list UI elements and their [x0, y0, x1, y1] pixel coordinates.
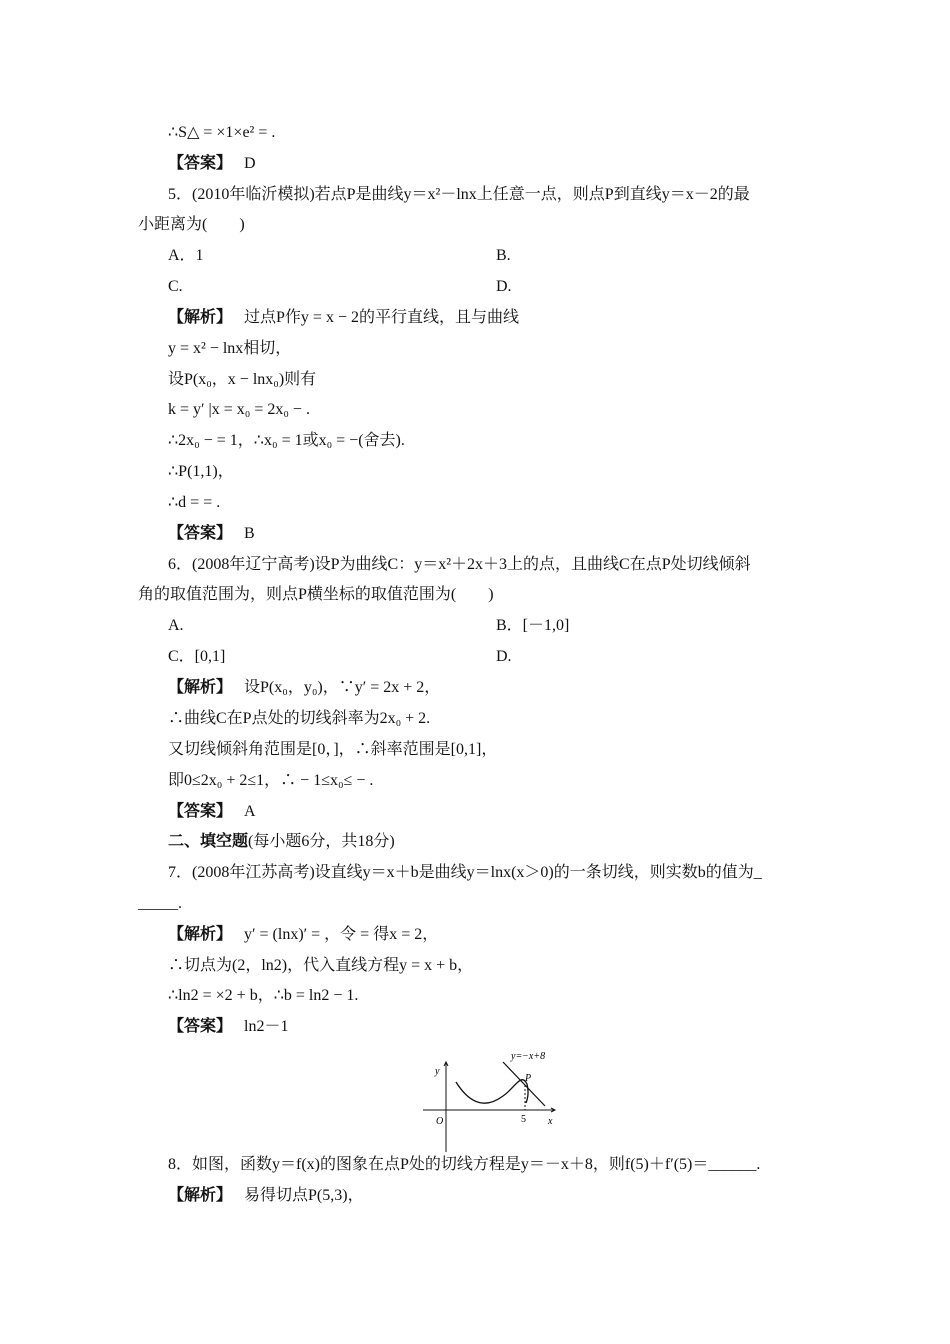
q6-option-d: D. [496, 648, 512, 665]
area-result-line: ∴S△ = ×1×e² = . [168, 124, 276, 141]
section-heading: 二、填空题(每小题6分，共18分) [168, 833, 395, 850]
q6-solution-line-3: 又切线倾斜角范围是[0，]，∴斜率范围是[0,1]， [168, 741, 498, 758]
point-p-label: P [525, 1073, 532, 1084]
q5-option-a: A．1 [168, 247, 204, 264]
solution-tag: 【解析】 [168, 679, 233, 696]
answer-value: ln2－1 [244, 1018, 289, 1035]
solution-tag: 【解析】 [168, 309, 233, 326]
q5-option-c: C. [168, 278, 183, 295]
question-6-line-2: 角的取值范围为，则点P横坐标的取值范围为( ) [138, 586, 494, 603]
q6-option-c: C．[0,1] [168, 648, 226, 665]
answer-line-6 [168, 802, 256, 822]
q7-solution-line-3: ∴ln2 = ×2 + b，∴b = ln2 − 1. [168, 987, 359, 1004]
q6-option-a: A. [168, 617, 184, 634]
answer-tag: 【答案】 [168, 803, 233, 820]
question-8-line-1: 8．如图，函数y＝f(x)的图象在点P处的切线方程是y＝－x＋8，则f(5)＋f′(5)＝______. [168, 1156, 761, 1173]
question-5-line-1: 5．(2010年临沂模拟)若点P是曲线y＝x²－lnx上任意一点，则点P到直线y＝x－2的最 [168, 186, 750, 203]
q7-solution-line-1: 【解析】 y′ = (lnx)′ = ，令 = 得x = 2， [168, 926, 439, 943]
q5-option-b: B. [496, 247, 511, 264]
answer-line-4 [168, 154, 256, 174]
q8-solution-line-1: 【解析】 易得切点P(5,3)， [168, 1187, 364, 1204]
answer-line-5 [168, 524, 255, 544]
x-axis-label: x [548, 1116, 553, 1127]
answer-tag: 【答案】 [168, 1018, 233, 1035]
function-graph-figure [415, 1048, 565, 1154]
q5-solution-line-2: y = x² − lnx相切， [168, 340, 292, 357]
answer-tag: 【答案】 [168, 155, 233, 172]
q5-solution-line-6: ∴P(1,1)， [168, 463, 234, 480]
origin-label: O [436, 1116, 444, 1127]
q6-solution-line-2: ∴曲线C在P点处的切线斜率为2x₀ + 2. [168, 710, 431, 727]
question-5-line-2: 小距离为( ) [138, 216, 245, 233]
solution-tag: 【解析】 [168, 1187, 233, 1204]
answer-line-7 [168, 1017, 288, 1037]
q5-solution-line-4: k = y′ |x = x₀ = 2x₀ − . [168, 401, 310, 418]
q6-option-b: B．[－1,0] [496, 617, 570, 634]
q5-solution-line-5: ∴2x₀ − = 1，∴x₀ = 1或x₀ = −(舍去). [168, 432, 405, 449]
q5-solution-line-3: 设P(x₀，x − lnx₀)则有 [168, 371, 317, 388]
q5-solution-line-1: 【解析】 过点P作y = x − 2的平行直线，且与曲线 [168, 309, 519, 326]
solution-tag: 【解析】 [168, 926, 233, 943]
function-curve [456, 1080, 528, 1103]
tick-label-5: 5 [521, 1114, 526, 1125]
tangent-label: y=−x+8 [511, 1051, 546, 1062]
answer-value: A [244, 803, 256, 820]
answer-value: B [244, 525, 255, 542]
y-axis-label: y [435, 1066, 440, 1077]
tangent-line [503, 1062, 545, 1106]
q7-solution-line-2: ∴切点为(2，ln2)，代入直线方程y = x + b， [168, 957, 474, 974]
answer-tag: 【答案】 [168, 525, 233, 542]
question-7-line-1: 7．(2008年江苏高考)设直线y＝x＋b是曲线y＝lnx(x＞0)的一条切线，则实数b的值为_ [168, 864, 762, 881]
answer-value: D [244, 155, 256, 172]
question-7-line-2: _____. [138, 895, 182, 912]
q6-solution-line-4: 即0≤2x₀ + 2≤1，∴ − 1≤x₀≤ − . [168, 772, 374, 789]
question-6-line-1: 6．(2008年辽宁高考)设P为曲线C：y＝x²＋2x＋3上的点，且曲线C在点P处切线倾斜 [168, 556, 751, 573]
q6-solution-line-1: 【解析】 设P(x₀，y₀)，∵y′ = 2x + 2， [168, 679, 441, 696]
q5-option-d: D. [496, 278, 512, 295]
q5-solution-line-7: ∴d = = . [168, 494, 221, 511]
